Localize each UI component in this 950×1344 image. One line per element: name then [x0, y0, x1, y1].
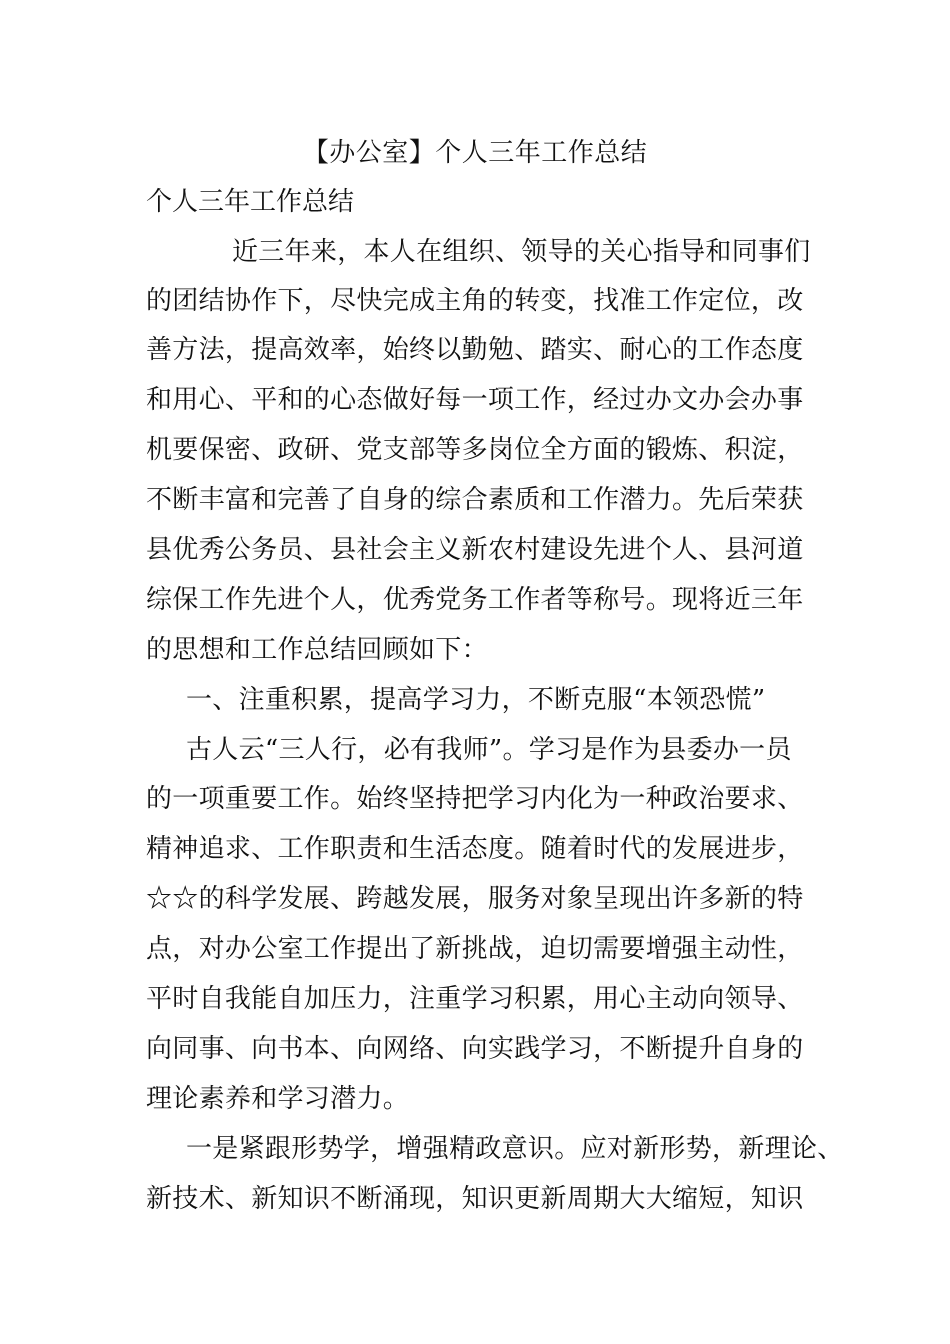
- paragraph-line: 综保工作先进个人，优秀党务工作者等称号。现将近三年: [146, 585, 804, 615]
- document-title: 【办公室】个人三年工作总结: [302, 138, 648, 168]
- paragraph-line: 的团结协作下，尽快完成主角的转变，找准工作定位，改: [146, 286, 804, 316]
- paragraph-line: 新技术、新知识不断涌现，知识更新周期大大缩短，知识: [146, 1184, 804, 1214]
- paragraph-line: 不断丰富和完善了自身的综合素质和工作潜力。先后荣获: [146, 485, 804, 515]
- paragraph-line: 一是紧跟形势学，增强精政意识。应对新形势，新理论、: [186, 1134, 844, 1164]
- paragraph-line: 机要保密、政研、党支部等多岗位全方面的锻炼、积淀，: [146, 435, 804, 465]
- paragraph-line: 点，对办公室工作提出了新挑战，迫切需要增强主动性，: [146, 934, 804, 964]
- paragraph-line: 的一项重要工作。始终坚持把学习内化为一种政治要求、: [146, 784, 804, 814]
- paragraph-line: 近三年来，本人在组织、领导的关心指导和同事们: [232, 237, 811, 267]
- section-heading: 一、注重积累，提高学习力，不断克服“本领恐慌”: [186, 685, 766, 715]
- paragraph-line: 平时自我能自加压力，注重学习积累，用心主动向领导、: [146, 984, 804, 1014]
- paragraph-line: 古人云“三人行，必有我师”。学习是作为县委办一员: [186, 735, 792, 765]
- paragraph-line: 的思想和工作总结回顾如下：: [146, 635, 488, 665]
- document-subtitle: 个人三年工作总结: [146, 187, 355, 217]
- paragraph-line: ☆☆的科学发展、跨越发展，服务对象呈现出许多新的特: [146, 884, 804, 914]
- paragraph-line: 县优秀公务员、县社会主义新农村建设先进个人、县河道: [146, 535, 804, 565]
- paragraph-line: 精神追求、工作职责和生活态度。随着时代的发展进步，: [146, 834, 804, 864]
- paragraph-line: 和用心、平和的心态做好每一项工作，经过办文办会办事: [146, 385, 804, 415]
- paragraph-line: 理论素养和学习潜力。: [146, 1084, 410, 1114]
- paragraph-line: 向同事、向书本、向网络、向实践学习，不断提升自身的: [146, 1034, 804, 1064]
- paragraph-line: 善方法，提高效率，始终以勤勉、踏实、耐心的工作态度: [146, 335, 804, 365]
